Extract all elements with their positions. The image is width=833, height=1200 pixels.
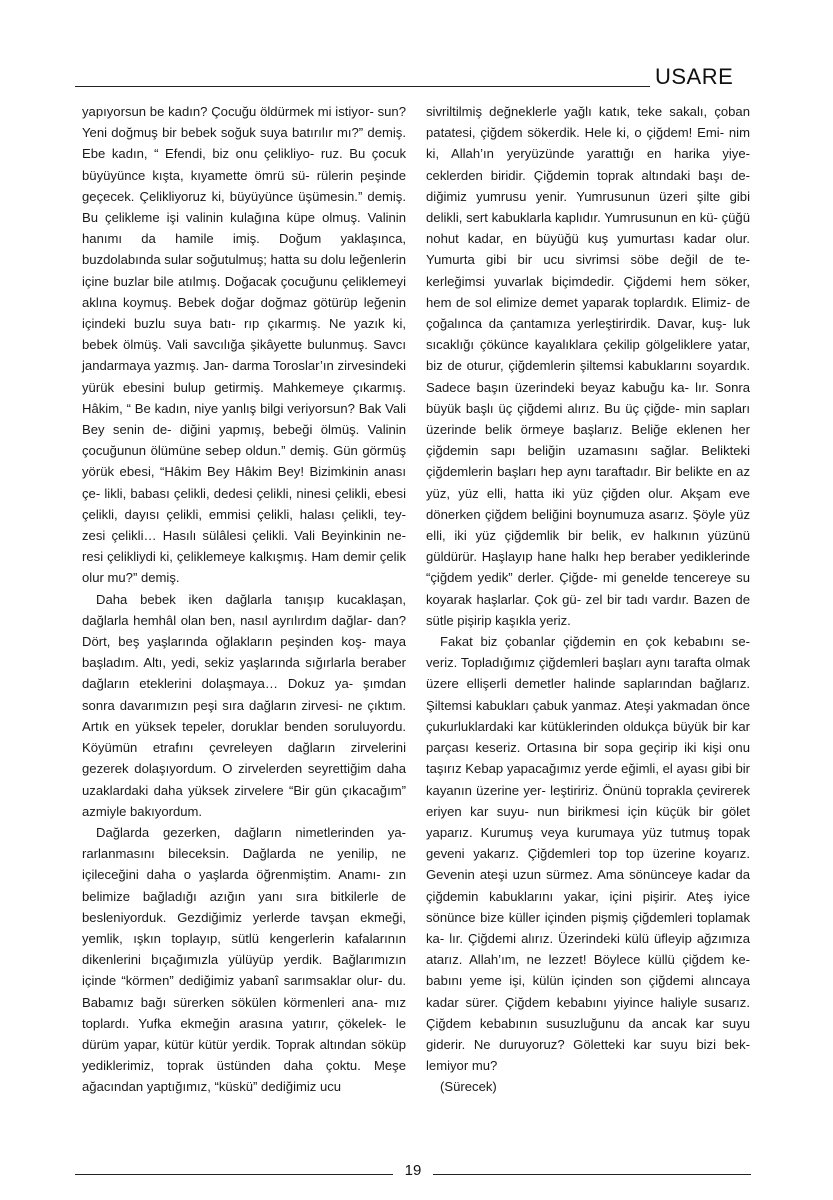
magazine-title: USARE <box>655 64 734 89</box>
right-column <box>426 101 750 1098</box>
footer-rule-right <box>433 1174 751 1175</box>
paragraph: Fakat biz çobanlar çiğdemin en çok kebabını se- veriz. Topladığımız çiğdemleri başları aynı tarafta olmak üzere ellişerli demetler halinde saplarından bağlarız. Şiltemsi kabukları çabuk yanmaz. Ateşi yakmadan önce çukurluklardaki kar kütüklerinden oldukça büyük bir kar parçası keseriz. Ortasına bir sopa geçirip iki kişi onu taşırız Kebap yapacağımız yerde eğimli, el ayası gibi bir kayanın üzerine yer- leştiririz. Önünü toprakla çevirerek eriyen kar suyu- nun birikmesi için küçük bir gölet yaparız. Kurumuş veya kurumaya yüz tutmuş topak geveni yakarız. Çiğdemleri top top üzerine koyarız. Gevenin ateşi uzun sürmez. Ama sönünceye kadar da çiğdemin kabuklarını yakar, içini pişirir. Ateş iyice sönünce bize küller içinden pişmiş çiğdemleri toplamak ka- lır. Çiğdemi alırız. Üzerindeki külü üfleyip ağzımıza atarız. Allah’ım, ne lezzet! Böylece küllü çiğdem ke- babını yeme işi, külün içinden son çiğdemi alıncaya kadar sürer. Çiğdem kebabını yiyince haliyle susarız. Çiğdem kebabının susuzluğunu da ancak kar suyu giderir. Ne duruyoruz? Göletteki kar suyu bizi bek- lemiyor mu? <box>426 634 750 1074</box>
paragraph: Daha bebek iken dağlarla tanışıp kucaklaşan, dağlarla hemhâl olan ben, nasıl ayrılırdım dağlar- dan? Dört, beş yaşlarında oğlakların peşinden koş- maya başladım. Altı, yedi, sekiz yaşlarında sığırlarla beraber dağların eteklerini dolaşmaya… Dokuz ya- şımdan sonra davarımızın peşi sıra dağların zirvesi- ne çıktım. Artık en yüksek tepeler, doruklar benden soruluyordu. Köyümün etrafını çevreleyen dağların zirvelerini gezerek dolaşıyordum. O zirvelerden seyrettiğim daha uzaklardaki daha yüksek zirvelere “Bir gün çıkacağım” azmiyle bakıyordum. <box>82 591 406 819</box>
left-column <box>82 101 406 1098</box>
paragraph: sivriltilmiş değneklerle yağlı katık, teke sakalı, çoban patatesi, çiğdem sökerdik. Hele ki, o çiğdem! Emi- nim ki, Allah’ın yeryüzünde yarattığı en harika yiye- ceklerden biridir. Çiğdemin toprak altındaki başı de- diğimiz yumrusu yenir. Yumrusunun üzeri şilte gibi delikli, sert kabuklarla kaplıdır. Yumrusunun en kü- çüğü nohut kadar, en büyüğü kuş yumurtası kadar olur. Yumurta gibi bir ucu sivrimsi söbe değil de te- kerleğimsi yuvarlak biçimdedir. Çiğdemi hem söker, hem de sol elimize demet yaparak toplardık. Elimiz- de çoğalınca da çantamıza yerleştirirdik. Davar, kuş- luk sıcaklığı çökünce kayalıklara çekilip gölgeliklere yatar, biz de oturur, çiğdemlerin şiltemsi kabuklarını soyardık. Sadece başın üzerindeki beyaz kabuğu ka- lır. Sonra büyük başlı üç çiğdemi alırız. Bu üç çiğde- min sapları üzerinde belik örmeye başlarız. Beliğe eklenen her çiğdemin sapı beliğin uzamasını sağlar. Belikteki çiğdemlerin başları hep aynı taraftadır. Bir belikte en az yüz, yüz elli, hatta iki yüz çiğden olur. Akşam eve dönerken çiğdem beliğini boynumuza asarız. Şöyle yüz elli, iki yüz çiğdemlik bir belik, ev halkının yüzünü güldürür. Haşlayıp hane halkı hep beraber yediklerinde “çiğdem yedik” derler. Çiğde- mi genelde tencereye su koyarak haşlarlar. Çok gü- zel bir tadı vardır. Bazen de sütle pişirip kaşıkla yeriz. <box>426 104 750 628</box>
continuation-note: (Sürecek) <box>440 1079 497 1095</box>
header-rule <box>75 86 650 87</box>
page-number: 19 <box>404 1162 422 1179</box>
paragraph: yapıyorsun be kadın? Çocuğu öldürmek mi istiyor- sun? Yeni doğmuş bir bebek soğuk suya batırılır mı?” demiş. Ebe kadın, “ Efendi, biz onu çelikliyo- ruz. Bu çocuk büyüyünce kışta, kıyamette ömrü sü- rülerin peşinde geçecek. Çelikliyoruz ki, büyüyünce üşümesin.” demiş. Bu çelikleme işi valinin kulağına küpe olmuş. Valinin hanımı da hamile imiş. Doğum yaklaşınca, buzdolabında sular soğutulmuş; hatta su dolu leğenlerin içine buzlar bile atılmış. Doğacak çocuğunu çeliklemeyi aklına koymuş. Bebek doğar doğmaz götürüp leğenin içindeki buzlu suya batı- rıp çıkarmış. Ne yazık ki, bebek ölmüş. Vali savcılığa şikâyette bulunmuş. Savcı jandarmaya yazmış. Jan- darma Toroslar’ın zirvesindeki yürük ebesini bulup getirmiş. Mahkemeye çıkarmış. Hâkim, “ Be kadın, niye yanlış bilgi veriyorsun? Bak Vali Bey senin de- diğini yapmış, bebeği ölmüş. Valinin çocuğunun ölümüne sebep oldun.” demiş. Gün görmüş yörük ebesi, “Hâkim Bey Hâkim Bey! Bizimkinin anası çe- likli, babası çelikli, dedesi çelikli, ninesi çelikli, ebesi çelikli, dayısı çelikli, emmisi çelikli, halası çelikli, tey- zesi çelikli… Hasılı sülâlesi çelikli. Vali Beyinkinin ne- resi çelikliydi ki, çeliklemeye kalkışmış. Ham demir çelik olur mu?” demiş. <box>82 104 406 586</box>
paragraph: Dağlarda gezerken, dağların nimetlerinden ya- rarlanmasını bileceksin. Dağlarda ne yenilip, ne içileceğini daha o yaşlarda öğrenmiştim. Anamı- zın belimize bağladığı azığın yanı sıra bitkilerle de besleniyorduk. Gezdiğimiz yerlerde tavşan ekmeği, yemlik, ışkın toplayıp, sütlü kengerlerin kafalarının dikenlerini bıçağımızla yülüyüp yerdik. Bağlarımızın içinde “körmen” dediğimiz yabanî sarımsaklar olur- du. Babamız bağı sürerken sökülen körmenleri ana- mız toplardı. Yufka ekmeğin arasına yatırır, çökelek- le dürüm yapar, kütür kütür yerdik. Toprak altından söküp yediklerimiz, toprak üstünden daha çoktu. Meşe ağacından yaptığımız, “küskü” dediğimiz ucu <box>82 824 406 1095</box>
footer-rule-left <box>75 1174 393 1175</box>
